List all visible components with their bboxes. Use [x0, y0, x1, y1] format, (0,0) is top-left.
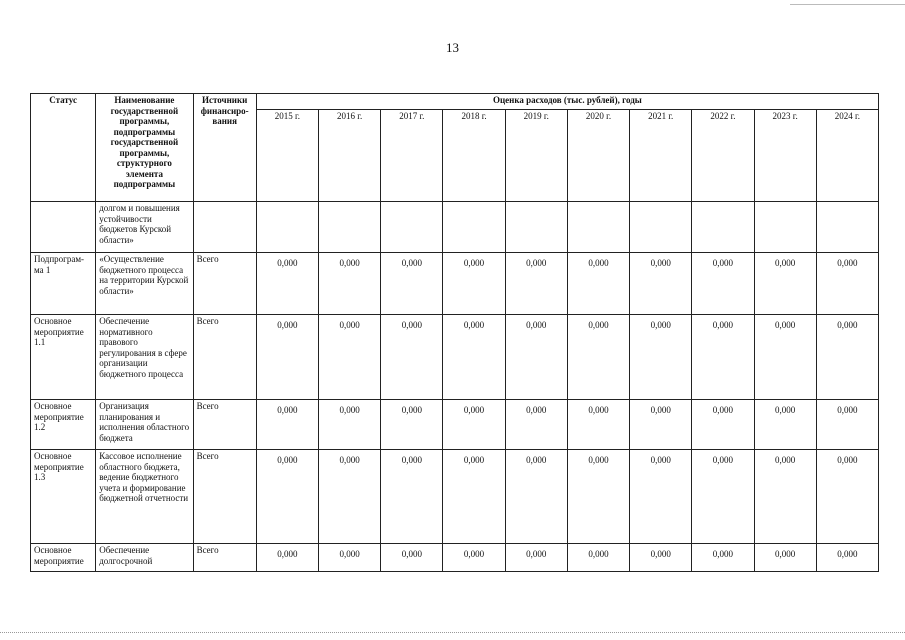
- row-status: Основное мероприятие 1.1: [31, 315, 96, 400]
- row-value: 0,000: [692, 315, 754, 400]
- row-value: [754, 202, 816, 253]
- row-value: 0,000: [630, 400, 692, 450]
- row-name: Обеспечение нормативного правового регулирования в сфере организации бюджетного процесса: [96, 315, 193, 400]
- header-year: 2016 г.: [319, 110, 381, 202]
- header-year: 2024 г.: [816, 110, 878, 202]
- row-value: [816, 202, 878, 253]
- header-year: 2015 г.: [256, 110, 318, 202]
- row-value: 0,000: [505, 400, 567, 450]
- row-value: 0,000: [443, 253, 505, 315]
- row-status: Подпрограм-ма 1: [31, 253, 96, 315]
- row-value: 0,000: [692, 253, 754, 315]
- row-value: [567, 202, 629, 253]
- row-value: [256, 202, 318, 253]
- header-year: 2018 г.: [443, 110, 505, 202]
- row-value: 0,000: [381, 400, 443, 450]
- row-value: 0,000: [319, 450, 381, 544]
- row-value: 0,000: [630, 315, 692, 400]
- row-value: 0,000: [443, 544, 505, 572]
- row-value: 0,000: [443, 450, 505, 544]
- row-source: [193, 202, 256, 253]
- row-status: Основное мероприятие 1.3: [31, 450, 96, 544]
- row-status: Основное мероприятие 1.2: [31, 400, 96, 450]
- row-value: 0,000: [505, 450, 567, 544]
- row-value: 0,000: [630, 253, 692, 315]
- row-value: 0,000: [505, 315, 567, 400]
- header-year: 2019 г.: [505, 110, 567, 202]
- row-value: 0,000: [692, 450, 754, 544]
- row-value: 0,000: [256, 450, 318, 544]
- row-value: 0,000: [381, 450, 443, 544]
- row-value: [692, 202, 754, 253]
- row-value: 0,000: [256, 253, 318, 315]
- row-value: 0,000: [319, 544, 381, 572]
- row-source: Всего: [193, 315, 256, 400]
- row-name: Обеспечение долгосрочной: [96, 544, 193, 572]
- row-value: 0,000: [443, 400, 505, 450]
- table-row: [31, 400, 879, 450]
- row-value: 0,000: [567, 253, 629, 315]
- row-value: 0,000: [381, 315, 443, 400]
- row-value: 0,000: [754, 544, 816, 572]
- row-source: Всего: [193, 544, 256, 572]
- header-expenses: Оценка расходов (тыс. рублей), годы: [256, 94, 878, 110]
- budget-table: [30, 93, 879, 572]
- row-source: Всего: [193, 450, 256, 544]
- row-value: 0,000: [816, 450, 878, 544]
- row-source: Всего: [193, 253, 256, 315]
- row-value: 0,000: [256, 544, 318, 572]
- row-source: Всего: [193, 400, 256, 450]
- table-row: [31, 450, 879, 544]
- row-value: [381, 202, 443, 253]
- row-value: 0,000: [630, 450, 692, 544]
- row-value: 0,000: [567, 315, 629, 400]
- row-value: 0,000: [505, 253, 567, 315]
- row-value: 0,000: [319, 400, 381, 450]
- row-name: Кассовое исполнение областного бюджета, ведение бюджетного учета и формирование бюджетной отчетности: [96, 450, 193, 544]
- row-value: 0,000: [630, 544, 692, 572]
- row-name: Организация планирования и исполнения областного бюджета: [96, 400, 193, 450]
- header-status: Статус: [31, 94, 96, 202]
- table-row: [31, 253, 879, 315]
- row-value: 0,000: [754, 253, 816, 315]
- row-value: 0,000: [381, 544, 443, 572]
- header-year: 2017 г.: [381, 110, 443, 202]
- row-value: 0,000: [816, 400, 878, 450]
- row-value: 0,000: [567, 450, 629, 544]
- table-row: [31, 544, 879, 572]
- header-name: Наименование государственной программы, подпрограммы государственной программы, структурного элемента подпрограммы: [96, 94, 193, 202]
- row-value: 0,000: [816, 253, 878, 315]
- header-year: 2020 г.: [567, 110, 629, 202]
- row-value: 0,000: [816, 315, 878, 400]
- row-status: [31, 202, 96, 253]
- row-value: 0,000: [319, 253, 381, 315]
- row-value: [443, 202, 505, 253]
- row-value: 0,000: [567, 400, 629, 450]
- header-year: 2022 г.: [692, 110, 754, 202]
- row-value: 0,000: [692, 400, 754, 450]
- row-value: 0,000: [256, 400, 318, 450]
- row-value: 0,000: [754, 315, 816, 400]
- row-value: 0,000: [319, 315, 381, 400]
- row-status: Основное мероприятие: [31, 544, 96, 572]
- row-value: 0,000: [816, 544, 878, 572]
- header-sources: Источники финансиро-вания: [193, 94, 256, 202]
- row-value: 0,000: [443, 315, 505, 400]
- table-row: [31, 315, 879, 400]
- header-year: 2023 г.: [754, 110, 816, 202]
- table-row: [31, 202, 879, 253]
- row-value: [319, 202, 381, 253]
- row-value: [630, 202, 692, 253]
- row-value: 0,000: [256, 315, 318, 400]
- header-year: 2021 г.: [630, 110, 692, 202]
- row-value: 0,000: [505, 544, 567, 572]
- row-value: 0,000: [692, 544, 754, 572]
- row-value: 0,000: [381, 253, 443, 315]
- scan-artifact-line: [0, 632, 905, 635]
- row-value: 0,000: [754, 450, 816, 544]
- scan-artifact-line: [790, 4, 905, 5]
- row-value: 0,000: [754, 400, 816, 450]
- row-value: 0,000: [567, 544, 629, 572]
- row-name: «Осуществление бюджетного процесса на территории Курской области»: [96, 253, 193, 315]
- row-name: долгом и повышения устойчивости бюджетов Курской области»: [96, 202, 193, 253]
- page-number: 13: [446, 40, 459, 55]
- row-value: [505, 202, 567, 253]
